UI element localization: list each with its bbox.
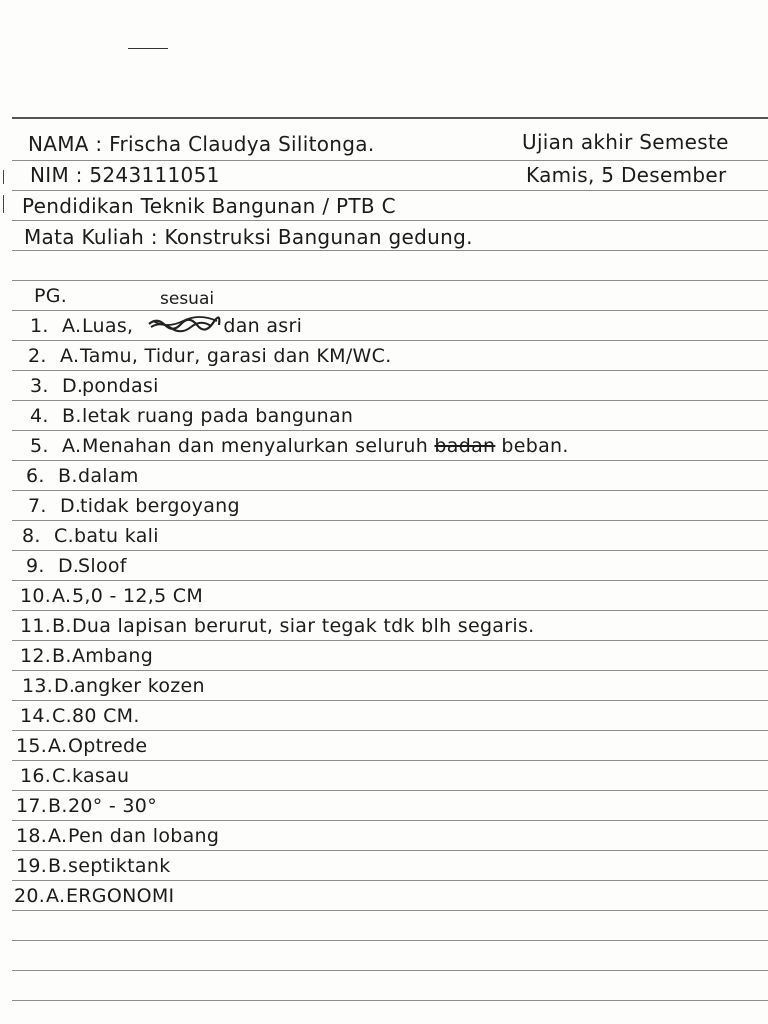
answer-item <box>20 585 203 607</box>
answer-text: kasau <box>72 765 130 787</box>
study-program: Pendidikan Teknik Bangunan / PTB C <box>22 194 396 218</box>
answer-item <box>22 525 159 547</box>
answer-option: A. <box>52 585 72 607</box>
rule-line <box>12 310 768 311</box>
answer-text: Dua lapisan berurut, siar tegak tdk blh segaris. <box>72 615 535 637</box>
answer-option: A. <box>48 825 68 847</box>
rule-line <box>12 190 768 191</box>
exam-title: Ujian akhir Semeste <box>522 130 729 154</box>
rule-line <box>12 117 768 119</box>
answer-text: ERGONOMI <box>66 885 175 907</box>
answer-text: 20° - 30° <box>68 795 157 817</box>
answer-option: D. <box>54 675 76 697</box>
rule-line <box>12 760 768 761</box>
answer-item <box>28 495 240 517</box>
answer-text-after: beban. <box>501 435 569 457</box>
rule-line <box>12 340 768 341</box>
answer-text: dalam <box>78 465 139 487</box>
answer-option: B. <box>62 405 82 427</box>
answer-option: A. <box>60 345 80 367</box>
rule-line <box>12 370 768 371</box>
rule-line <box>12 250 768 251</box>
answer-number: 15. <box>16 735 48 757</box>
answer-number: 19. <box>16 855 48 877</box>
answer-number: 17. <box>16 795 48 817</box>
answer-option: C. <box>52 705 72 727</box>
rule-line <box>12 400 768 401</box>
rule-line <box>12 790 768 791</box>
answer-option: B. <box>52 645 72 667</box>
answer-text: Optrede <box>68 735 148 757</box>
student-name: NAMA : Frischa Claudya Silitonga. <box>28 132 375 156</box>
answer-number: 9. <box>26 555 45 577</box>
answer-item <box>30 435 569 457</box>
answer-item <box>14 885 174 907</box>
answer-item <box>20 765 129 787</box>
rule-line <box>12 970 768 971</box>
answer-text: Ambang <box>72 645 154 667</box>
answer-number: 11. <box>20 615 52 637</box>
rule-line <box>12 850 768 851</box>
rule-line <box>12 550 768 551</box>
answer-option: C. <box>54 525 74 547</box>
answer-text: Tamu, Tidur, garasi dan KM/WC. <box>80 345 392 367</box>
answer-text-after: dan asri <box>223 315 303 337</box>
answer-text: Menahan dan menyalurkan seluruh <box>82 435 429 457</box>
answer-text: pondasi <box>82 375 159 397</box>
answer-item <box>28 345 392 367</box>
rule-line <box>12 580 768 581</box>
answer-number: 16. <box>20 765 52 787</box>
answer-option: D. <box>60 495 82 517</box>
exam-date: Kamis, 5 Desember <box>526 163 727 187</box>
student-nim: NIM : 5243111051 <box>30 163 220 187</box>
answer-item <box>20 705 140 727</box>
rule-line <box>12 700 768 701</box>
rule-line <box>12 220 768 221</box>
answer-option: D. <box>62 375 84 397</box>
rule-line <box>12 520 768 521</box>
answer-number: 8. <box>22 525 41 547</box>
rule-line <box>12 490 768 491</box>
course-name: Mata Kuliah : Konstruksi Bangunan gedung. <box>24 225 473 249</box>
answer-item <box>30 375 159 397</box>
rule-line <box>12 160 768 161</box>
rule-line <box>12 880 768 881</box>
answer-text: 5,0 - 12,5 CM <box>72 585 204 607</box>
answer-number: 1. <box>30 315 49 337</box>
answer-item <box>16 795 157 817</box>
answer-option: B. <box>48 855 68 877</box>
rule-line <box>12 730 768 731</box>
answer-number: 18. <box>16 825 48 847</box>
answer-item <box>30 405 353 427</box>
answer-item <box>20 615 534 637</box>
answer-option: B. <box>52 615 72 637</box>
answer-option: A. <box>48 735 68 757</box>
rule-line <box>12 460 768 461</box>
rule-line <box>12 940 768 941</box>
rule-line <box>12 610 768 611</box>
correction-above: sesuai <box>160 289 215 309</box>
answer-option: C. <box>52 765 72 787</box>
answer-number: 13. <box>22 675 54 697</box>
section-label: PG. <box>34 285 68 307</box>
answer-text: 80 CM. <box>72 705 140 727</box>
answer-number: 10. <box>20 585 52 607</box>
rule-line <box>12 430 768 431</box>
answer-text: letak ruang pada bangunan <box>82 405 354 427</box>
answer-option: A. <box>62 315 82 337</box>
answer-number: 7. <box>28 495 47 517</box>
answer-option: B. <box>58 465 78 487</box>
answer-option: B. <box>48 795 68 817</box>
rule-line <box>12 1000 768 1001</box>
answer-text: batu kali <box>74 525 159 547</box>
answer-item <box>26 555 127 577</box>
answer-number: 6. <box>26 465 45 487</box>
rule-line <box>12 670 768 671</box>
answer-item <box>26 465 139 487</box>
rule-line <box>12 280 768 281</box>
answer-number: 2. <box>28 345 47 367</box>
answer-option: A. <box>62 435 82 457</box>
answer-number: 12. <box>20 645 52 667</box>
pen-mark <box>128 48 168 49</box>
margin-mark <box>3 195 4 213</box>
answer-option: A. <box>46 885 66 907</box>
answer-item <box>20 645 153 667</box>
answer-item <box>30 315 302 337</box>
answer-text: Luas, <box>82 315 134 337</box>
answer-number: 4. <box>30 405 49 427</box>
answer-number: 20. <box>14 885 46 907</box>
answer-number: 3. <box>30 375 49 397</box>
answer-text: septiktank <box>68 855 171 877</box>
answer-item <box>22 675 205 697</box>
answer-text: Pen dan lobang <box>68 825 220 847</box>
answer-number: 5. <box>30 435 49 457</box>
rule-line <box>12 910 768 911</box>
answer-item <box>16 825 219 847</box>
rule-line <box>12 820 768 821</box>
rule-line <box>12 640 768 641</box>
answer-text: Sloof <box>78 555 127 577</box>
answer-item <box>16 855 171 877</box>
answer-text: tidak bergoyang <box>80 495 240 517</box>
answer-text: angker kozen <box>74 675 205 697</box>
answer-number: 14. <box>20 705 52 727</box>
answer-option: D. <box>58 555 80 577</box>
margin-mark <box>3 170 4 184</box>
answer-item <box>16 735 147 757</box>
struck-word: badan <box>434 435 496 457</box>
